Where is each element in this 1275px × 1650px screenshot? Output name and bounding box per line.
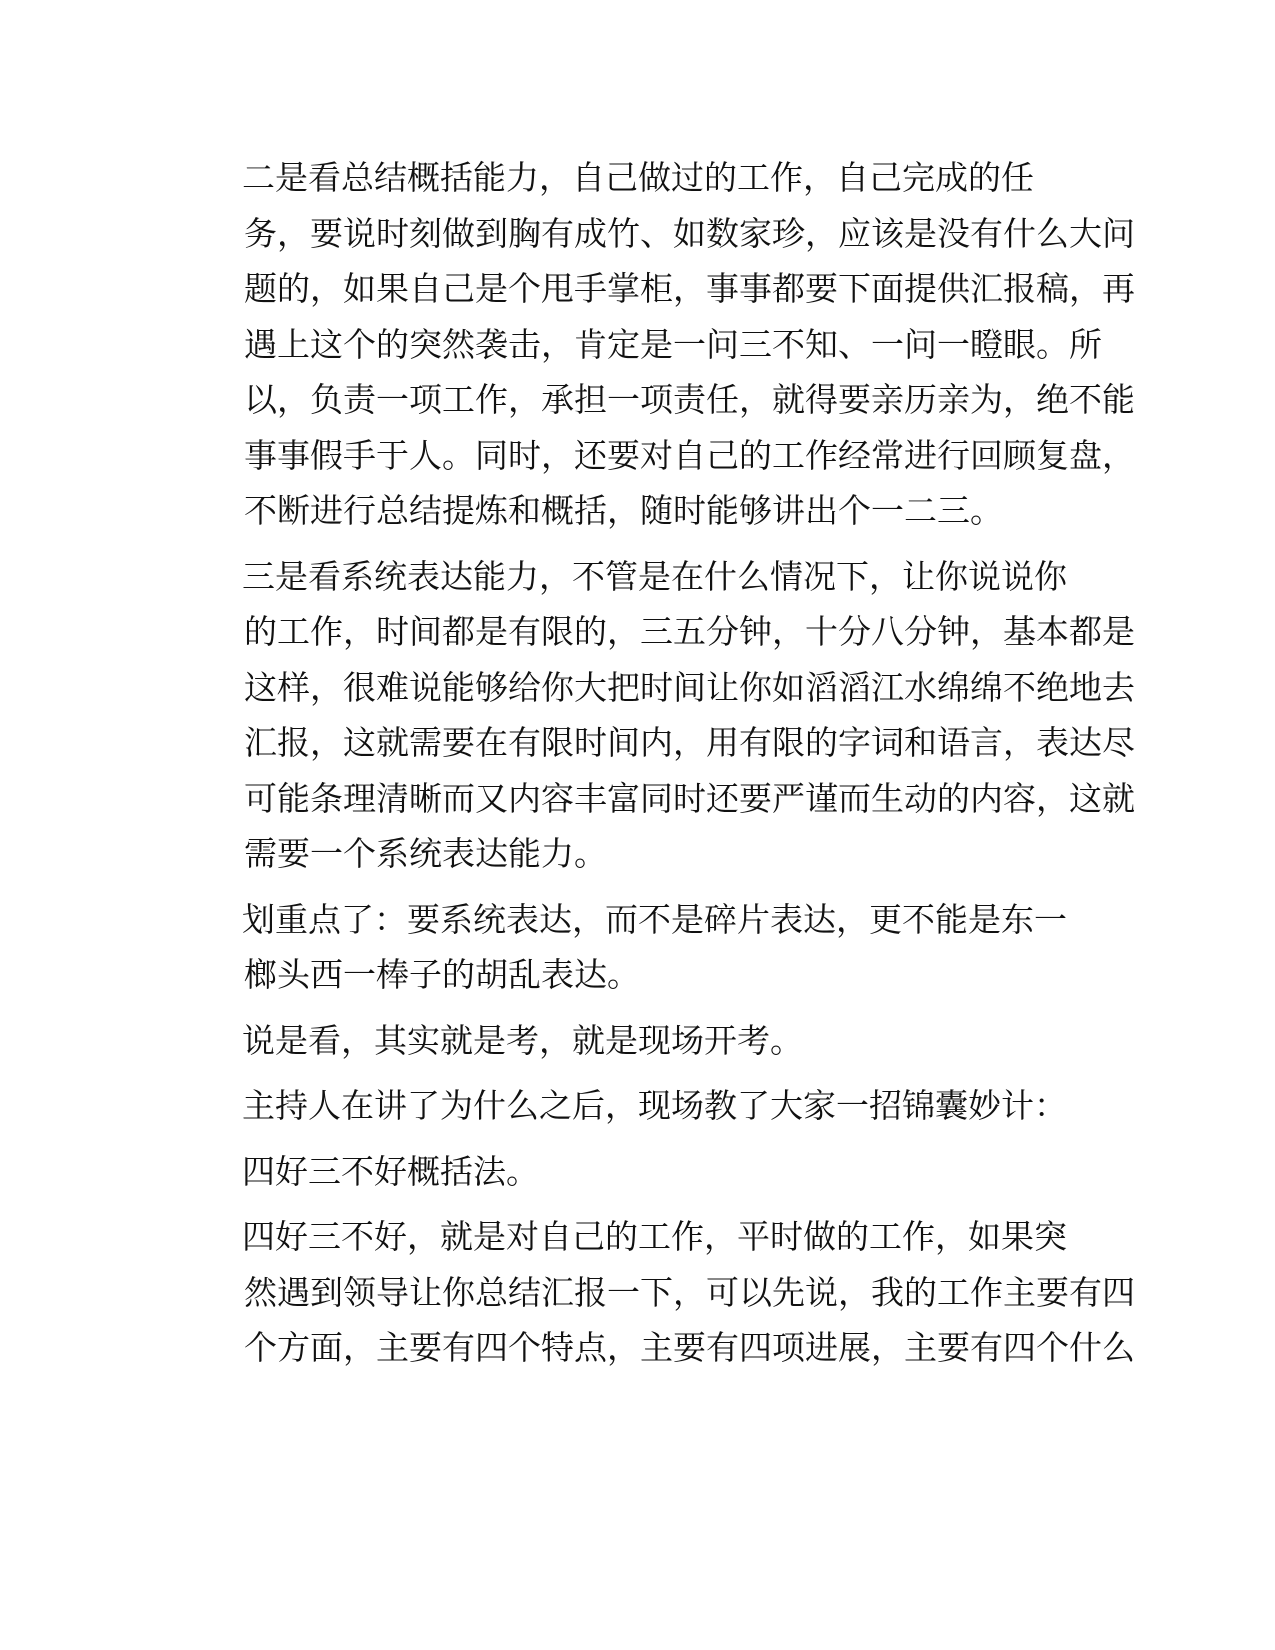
paragraph-6 bbox=[178, 1144, 1038, 1200]
text-line: 这样，很难说能够给你大把时间让你如滔滔江水绵绵不绝地去 bbox=[244, 667, 1135, 707]
text-line: 主持人在讲了为什么之后，现场教了大家一招锦囊妙计： bbox=[242, 1086, 1067, 1125]
paragraph-2 bbox=[178, 549, 1135, 882]
paragraph-4 bbox=[178, 1013, 1038, 1069]
text-line: 不断进行总结提炼和概括，随时能够讲出个一二三。 bbox=[244, 491, 1003, 530]
text-line: 需要一个系统表达能力。 bbox=[244, 834, 607, 873]
text-line: 以，负责一项工作，承担一项责任，就得要亲历亲为，绝不能 bbox=[244, 380, 1135, 419]
text-line: 划重点了：要系统表达，而不是碎片表达，更不能是东一 bbox=[242, 899, 1067, 939]
text-line: 汇报，这就需要在有限时间内，用有限的字词和语言，表达尽 bbox=[244, 723, 1135, 762]
paragraph-1 bbox=[178, 150, 1135, 539]
text-line: 遇上这个的突然袭击，肯定是一问三不知、一问一瞪眼。所 bbox=[244, 324, 1102, 364]
text-line: 三是看系统表达能力，不管是在什么情况下，让你说说你 bbox=[242, 556, 1067, 596]
text-line: 四好三不好概括法。 bbox=[242, 1151, 539, 1191]
text-line: 榔头西一棒子的胡乱表达。 bbox=[244, 955, 640, 994]
paragraph-7 bbox=[178, 1209, 1135, 1376]
text-line: 说是看，其实就是考，就是现场开考。 bbox=[242, 1020, 803, 1060]
document-page bbox=[178, 150, 1135, 1386]
text-line: 务，要说时刻做到胸有成竹、如数家珍，应该是没有什么大问 bbox=[244, 213, 1135, 253]
text-line: 个方面，主要有四个特点，主要有四项进展，主要有四个什么 bbox=[244, 1328, 1135, 1367]
text-line: 题的，如果自己是个甩手掌柜，事事都要下面提供汇报稿，再 bbox=[244, 269, 1135, 308]
text-line: 可能条理清晰而又内容丰富同时还要严谨而生动的内容，这就 bbox=[244, 778, 1135, 818]
paragraph-5 bbox=[178, 1078, 1067, 1134]
text-line: 的工作，时间都是有限的，三五分钟，十分八分钟，基本都是 bbox=[244, 612, 1135, 651]
text-line: 二是看总结概括能力，自己做过的工作，自己完成的任 bbox=[242, 158, 1034, 197]
paragraph-3 bbox=[178, 892, 1067, 1003]
text-line: 然遇到领导让你总结汇报一下，可以先说，我的工作主要有四 bbox=[244, 1272, 1135, 1312]
text-line: 事事假手于人。同时，还要对自己的工作经常进行回顾复盘， bbox=[244, 435, 1135, 475]
text-line: 四好三不好，就是对自己的工作，平时做的工作，如果突 bbox=[242, 1217, 1067, 1256]
